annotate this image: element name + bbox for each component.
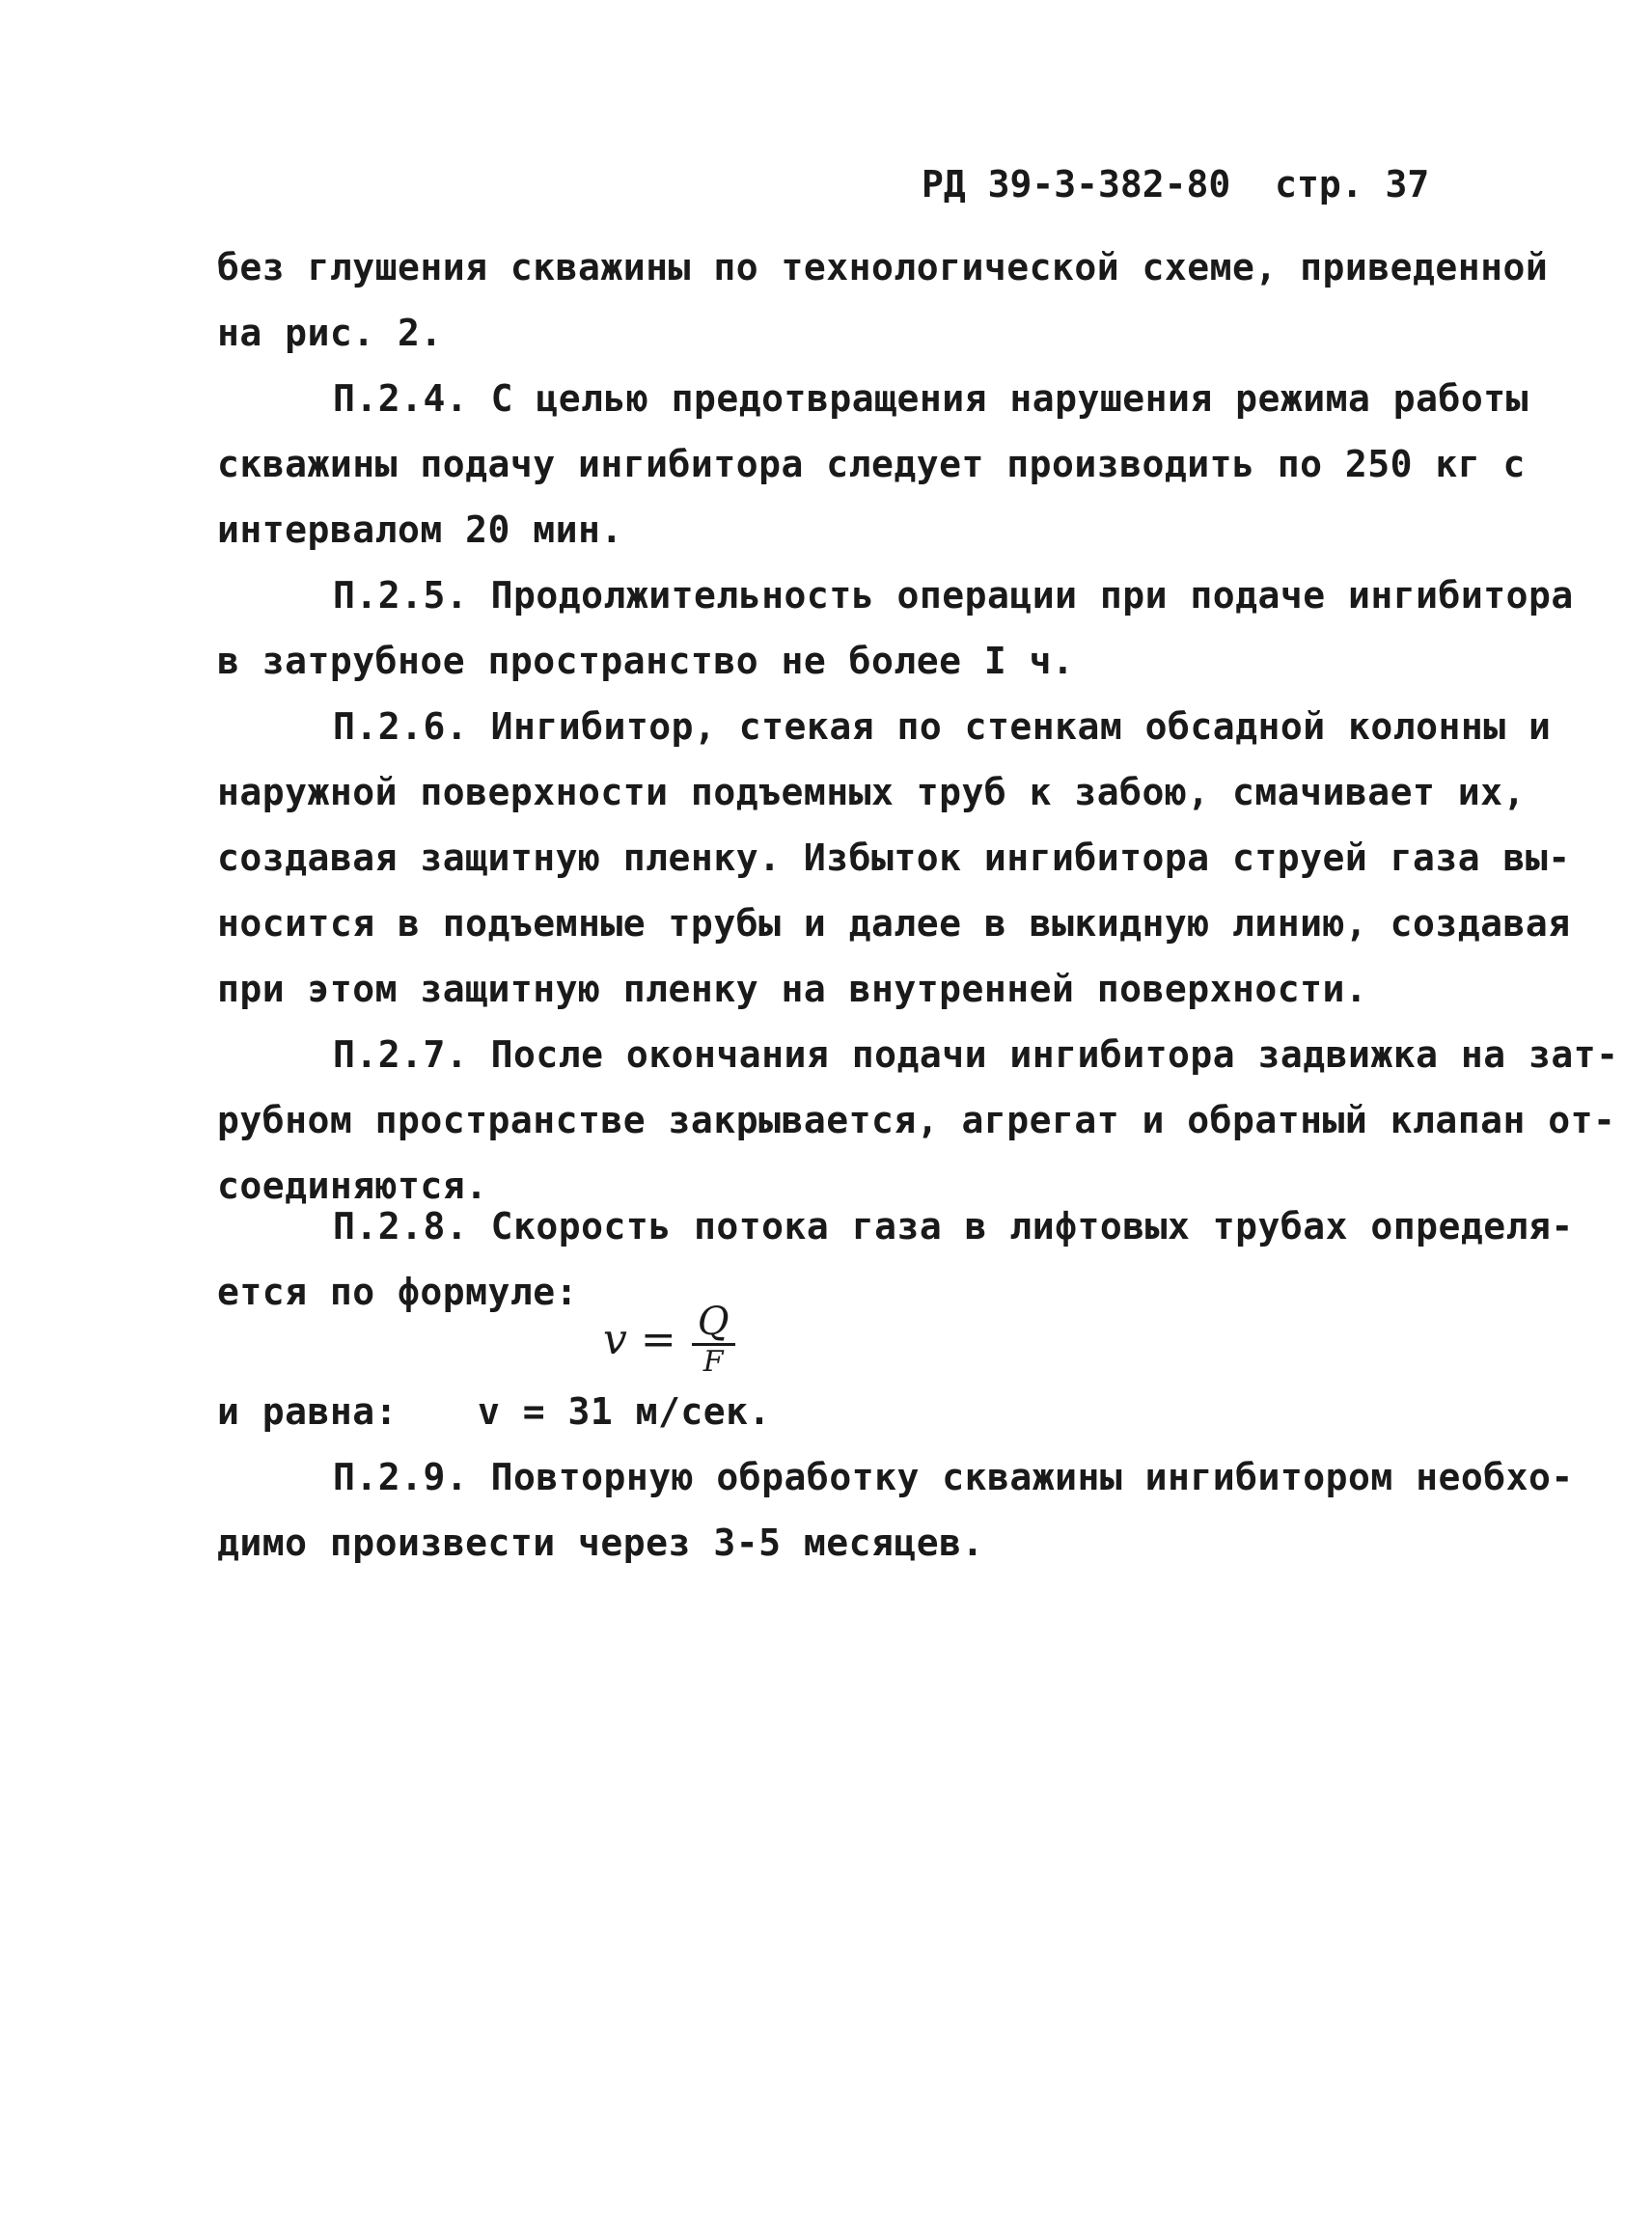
text-line: скважины подачу ингибитора следует производить по 250 кг с xyxy=(217,443,1526,485)
paragraph-2-7: П.2.7. После окончания подачи ингибитора задвижка на зат- xyxy=(333,1033,1619,1076)
text-line: носится в подъемные трубы и далее в выкидную линию, создавая xyxy=(217,902,1571,945)
text-line: в затрубное пространство не более I ч. xyxy=(217,640,1075,682)
formula-fraction xyxy=(692,1301,735,1379)
text-line: на рис. 2. xyxy=(217,312,443,354)
formula-numerator: Q xyxy=(692,1301,735,1346)
doc-code: РД 39-3-382-80 xyxy=(922,163,1231,206)
paragraph-2-4: П.2.4. С целью предотвращения нарушения режима работы xyxy=(333,377,1529,420)
text-line: ется по формуле: xyxy=(217,1271,579,1313)
paragraph-2-9: П.2.9. Повторную обработку скважины ингибитором необхо- xyxy=(333,1456,1574,1498)
text-line: при этом защитную пленку на внутренней поверхности. xyxy=(217,968,1368,1010)
text-line: без глушения скважины по технологической схеме, приведенной xyxy=(217,246,1549,288)
page-header xyxy=(922,162,1429,206)
text-line: рубном пространстве закрывается, агрегат и обратный клапан от- xyxy=(217,1099,1616,1141)
result-value: v = 31 м/сек. xyxy=(478,1390,771,1433)
result-label: и равна: xyxy=(217,1390,399,1433)
paragraph-2-5: П.2.5. Продолжительность операции при подаче ингибитора xyxy=(333,574,1574,617)
text-line: соединяются. xyxy=(217,1165,488,1207)
text-line: создавая защитную пленку. Избыток ингибитора струей газа вы- xyxy=(217,836,1571,879)
velocity-formula xyxy=(603,1301,735,1379)
text-line: интервалом 20 мин. xyxy=(217,508,623,551)
formula-lhs: v = xyxy=(603,1315,676,1364)
text-line: димо произвести через 3-5 месяцев. xyxy=(217,1522,984,1564)
formula-denominator: F xyxy=(702,1345,724,1379)
paragraph-2-6: П.2.6. Ингибитор, стекая по стенкам обсадной колонны и xyxy=(333,705,1552,748)
page-number: стр. 37 xyxy=(1275,163,1430,206)
text-line: наружной поверхности подъемных труб к забою, смачивает их, xyxy=(217,771,1526,813)
paragraph-2-8: П.2.8. Скорость потока газа в лифтовых трубах определя- xyxy=(333,1205,1574,1248)
